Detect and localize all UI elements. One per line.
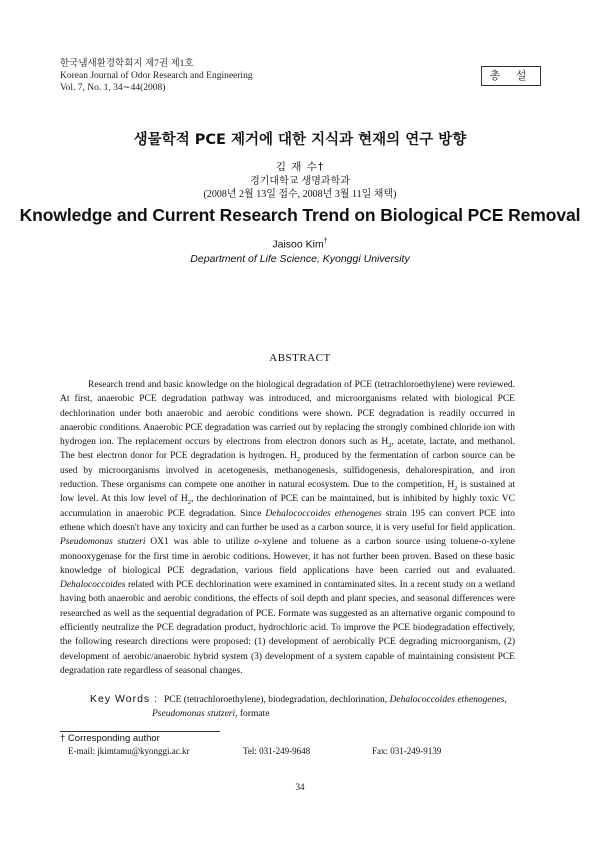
author-tel: Tel: 031-249-9648 [243, 746, 311, 756]
article-type-badge: 총 설 [481, 66, 541, 86]
abstract-body [60, 378, 515, 678]
keywords-text: , [504, 695, 507, 705]
submission-dates: (2008년 2월 13일 접수, 2008년 3월 11일 채택) [203, 189, 397, 200]
journal-header [60, 58, 253, 94]
keyword-species: Pseudomonas stutzeri [152, 709, 236, 720]
corresponding-mark: † [323, 238, 328, 245]
affiliation-english: Department of Life Science, Kyonggi University [190, 253, 410, 265]
footnote-divider [60, 731, 220, 732]
author-fax: Fax: 031-249-9139 [372, 746, 442, 756]
keywords-line2 [90, 707, 540, 721]
abstract-text: , the dechlorination of PCE can be maintained, but is inhibited by highly toxic VC accumulation in anaerobic PCE degradation. Since [60, 494, 515, 519]
abstract-text: strain 195 can convert PCE into ethene which doesn't have any toxicity and can further be used as a carbon source, it is very useful for field application. [60, 508, 516, 533]
subscript: 2 [454, 484, 458, 492]
title-english: Knowledge and Current Research Trend on Biological PCE Removal [19, 205, 581, 225]
journal-name-ko: 한국냄새환경학회지 제7권 제1호 [60, 59, 194, 69]
keyword-species: Dehalococcoides ethenogenes [389, 695, 505, 705]
author-korean: 김 재 수† [275, 161, 325, 173]
journal-volume: Vol. 7, No. 1, 34∼44(2008) [60, 83, 166, 93]
abstract-text: is sustained at low level. At this low level of H [60, 480, 515, 505]
keywords-text: , formate [235, 709, 270, 720]
title-korean: 생물학적 PCE 제거에 대한 지식과 현재의 연구 방향 [133, 132, 467, 148]
abstract-text: Research trend and basic knowledge on the biological degradation of PCE (tetrachloroethylene) were reviewed. At first, anaerobic PCE degradation pathway was introduced, and microorganisms related with biological PCE dechlorination under both anaerobic and aerobic conditions were shown. PCE degradation is readily occurred in anaerobic conditions. Anaerobic PCE degradation was carried out by replacing the strongly combined chloride ion with hydrogen ion. The replacement occurs by electrons from electron donors such as H [60, 380, 515, 448]
abstract-text: produced by the fermentation of carbon source can be used by microorganisms involved in acetogenesis, methanogenesis, sulfidogenesis, dehalorespiration, and iron reduction. These organisms can compete one another in natural ecosystem. Due to the competition, H [60, 451, 515, 491]
page-number: 34 [295, 782, 305, 792]
keywords-label: Key Words : [90, 693, 158, 705]
species-name: Dehalococcoides [60, 580, 126, 591]
abstract-text: , acetate, lactate, and methanol. The best electron donor for PCE degradation is hydrogen. H [60, 437, 515, 462]
affiliation-korean: 경기대학교 생명과학과 [250, 176, 350, 187]
subscript: 2 [296, 456, 301, 464]
species-name: Pseudomonas stutzeri [60, 537, 146, 548]
subscript: 2 [187, 499, 192, 507]
abstract-text: OX1 was able to utilize [145, 537, 255, 548]
journal-name-en: Korean Journal of Odor Research and Engineering [60, 71, 253, 81]
italic-prefix: o [254, 537, 260, 548]
corresponding-author-note: † Corresponding author [60, 733, 160, 744]
species-name: Dehalococcoides ethenogenes [265, 508, 382, 519]
subscript: 2 [388, 442, 392, 450]
author-english [0, 238, 600, 251]
abstract-text: related with PCE dechlorination were examined in contaminated sites. In a recent study on a wetland having both anaerobic and aerobic conditions, the effects of soil depth and plant species, and seasonal differences were researched as well as the sequential degradation of PCE. Formate was suggested as an alternative organic compound to efficiently neutralize the PCE degradation product, hydrochloric acid. To improve the PCE biodegradation effectively, the following research directions were proposed: (1) development of aerobically PCE degrading microorganism, (2) development of aerobic/anaerobic hybrid system (3) development of a system capable of maintaining consistent PCE degradation rate regardless of seasonal changes. [60, 580, 515, 676]
abstract-text: -xylene and toluene as a carbon source using toluene-o-xylene monooxygenase for the first time in aerobic coditions. However, it has not further been proven. Based on these basic knowledge of biological PCE degradation, various field applications have been carried out and evaluated. [60, 537, 515, 576]
abstract-heading: ABSTRACT [269, 352, 331, 364]
keywords-text: PCE (tetrachloroethylene), biodegradation, dechlorination, [164, 695, 390, 705]
author-english-name: Jaisoo Kim [272, 238, 324, 251]
author-email: E-mail: jkimtamu@kyonggi.ac.kr [68, 746, 190, 756]
keywords [90, 692, 540, 722]
